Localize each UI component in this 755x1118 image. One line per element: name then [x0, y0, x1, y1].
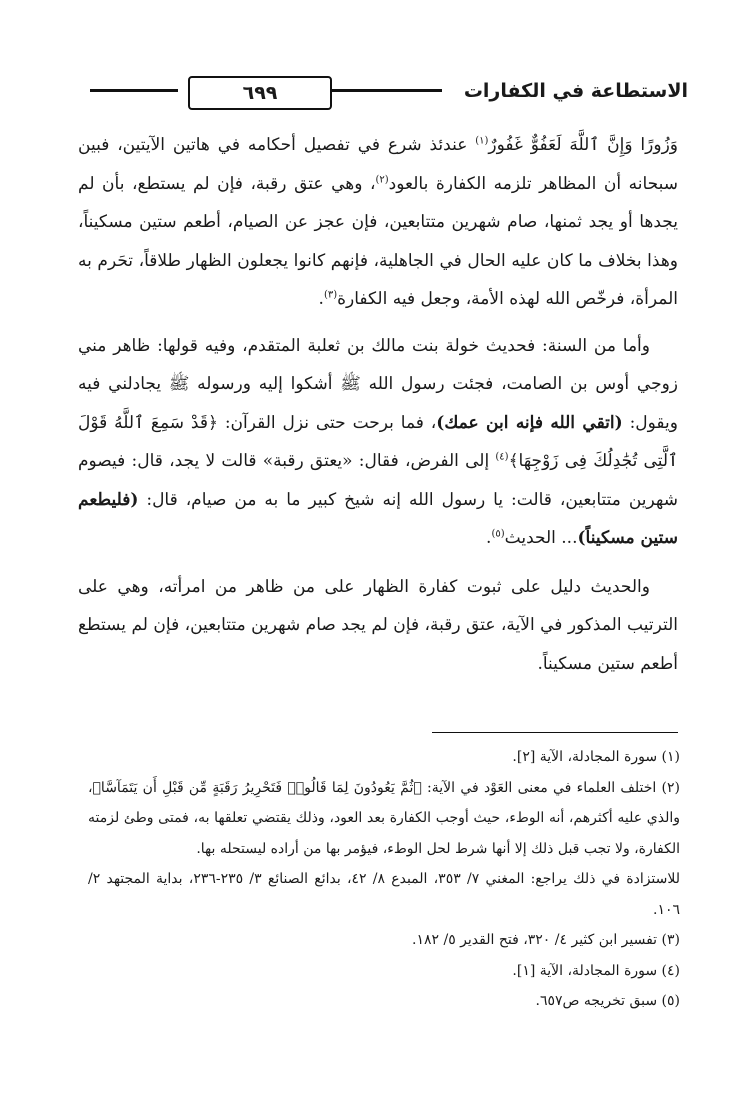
footnotes [88, 742, 680, 1017]
hadith-quote: (فليطعم ستين مسكيناً) [78, 489, 678, 548]
footnote-text: (٢) اختلف العلماء في معنى العَوْد في الآية: [421, 779, 681, 796]
footnote-separator [432, 732, 678, 733]
footnote-2 [88, 773, 680, 865]
footnote-3: (٣) تفسير ابن كثير ٤/ ٣٢٠، فتح القدير ٥/ ١٨٢. [412, 932, 680, 948]
quran-verse: ﴿قَدْ سَمِعَ ٱللَّهُ قَوْلَ ٱلَّتِى تُجَٰدِلُكَ فِى زَوْجِهَا﴾ [78, 412, 678, 471]
footnote-2-references: للاستزادة في ذلك يراجع: المغني ٧/ ٣٥٣، المبدع ٨/ ٤٢، بدائع الصنائع ٣/ ٢٣٥-٢٣٦، بداية المجتهد ٢/ ١٠٦. [88, 871, 681, 918]
quran-verse: ﴿ثُمَّ يَعُودُونَ لِمَا قَالُوا۟ فَتَحْرِيرُ رَقَبَةٍ مِّن قَبْلِ أَن يَتَمَآسَّا﴾ [92, 779, 422, 796]
page-number: ٦٩٩ [188, 76, 332, 110]
main-text [78, 126, 678, 683]
footnote-text: ، والذي عليه أكثرهم، أنه الوطء، حيث أوجب الكفارة بعد العود، وذلك يقتضي تعلقها به، فمتى وطئ لزمته الكفارة، ولا تجب قبل ذلك إلا أنها شرط لحل الوطء، فيؤمر بها من أراده ليستحله بها. [88, 779, 680, 857]
running-title: الاستطاعة في الكفارات [463, 80, 688, 102]
hadith-quote: (اتقي الله فإنه ابن عمك) [436, 412, 623, 433]
footnote-ref: (٣) [323, 289, 338, 301]
footnote-5: (٥) سبق تخريجه ص٦٥٧. [535, 993, 680, 1009]
paragraph-text: ، فما برحت حتى نزل القرآن: [217, 412, 437, 433]
header-rule-middle [332, 89, 442, 92]
paragraph-text: وأما من السنة: فحديث خولة بنت مالك بن ثعلبة المتقدم، وفيه قولها: ظاهر مني زوجي أوس بن الصامت، فجئت رسول الله ﷺ أشكوا إليه ورسوله ﷺ يجادلني فيه ويقول: [78, 335, 678, 433]
paragraph-text: ... الحديث [504, 528, 578, 548]
paragraph-3: والحديث دليل على ثبوت كفارة الظهار على من ظاهر من امرأته، وهي على الترتيب المذكور في الآية، عتق رقبة، فإن لم يجد صام شهرين متتابعين، فإن لم يستطع أطعم ستين مسكيناً. [78, 576, 678, 674]
paragraph-text: ، وهي عتق رقبة، فإن لم يستطع، بأن لم يجدها أو يجد ثمنها، صام شهرين متتابعين، فإن عجز عن الصيام، أطعم ستين مسكيناً، وهذا بخلاف ما كان عليه الحال في الجاهلية، فإنهم كانوا يجعلون الظهار طلاقاً، تحَرم به المرأة، فرخّص الله لهذه الأمة، وجعل فيه الكفارة [78, 173, 678, 309]
footnote-ref: (٢) [375, 173, 389, 185]
paragraph-text: . [318, 289, 324, 309]
footnote-4: (٤) سورة المجادلة، الآية [١]. [512, 962, 680, 979]
running-header [90, 74, 688, 108]
footnote-ref: (١) [475, 135, 489, 147]
paragraph-text: . [486, 528, 492, 548]
paragraph-text: عندئذ شرع في تفصيل أحكامه في هاتين الآيتين، فبين سبحانه أن المظاهر تلزمه الكفارة بالعود [78, 135, 678, 194]
paragraph-text: إلى الفرض، فقال: «يعتق رقبة» قالت لا يجد، قال: فيصوم شهرين متتابعين، قالت: يا رسول الله إنه شيخ كبير ما به من صيام، قال: [78, 451, 678, 510]
paragraph-1 [78, 126, 678, 319]
header-rule-left [90, 89, 178, 92]
footnote-ref: (٤) [495, 451, 509, 463]
paragraph-2 [78, 327, 678, 558]
quran-verse: وَزُورًا وَإِنَّ ٱللَّهَ لَعَفُوٌّ غَفُورٌ [488, 135, 678, 155]
footnote-1: (١) سورة المجادلة، الآية [٢]. [512, 749, 680, 765]
footnote-ref: (٥) [491, 528, 505, 540]
